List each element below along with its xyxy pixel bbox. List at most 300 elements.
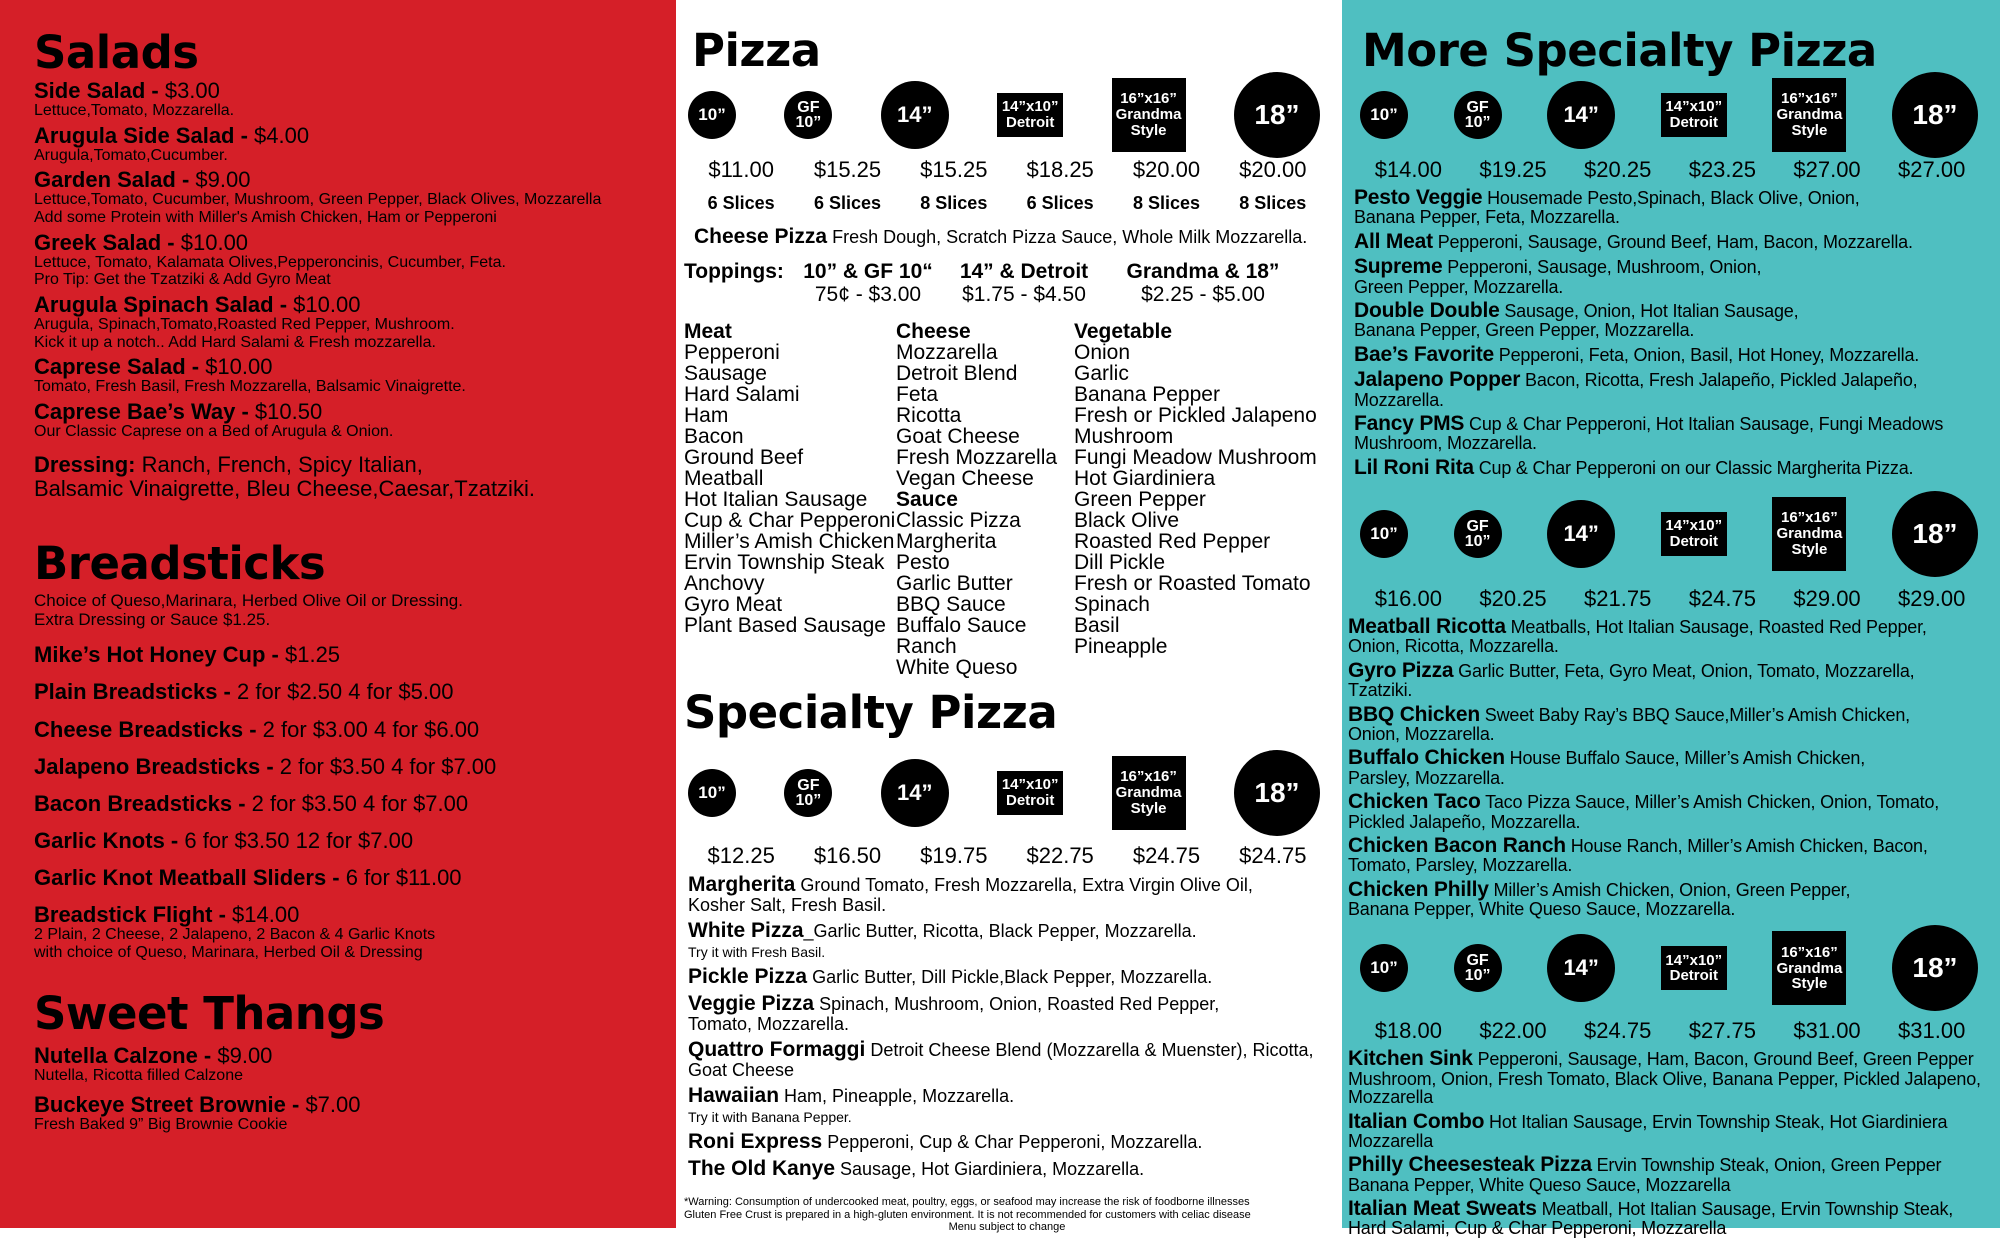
cheese-item: Fresh Mozzarella: [896, 446, 1058, 470]
more-specialty-desc2: Green Pepper, Mozzarella.: [1354, 276, 1564, 297]
specialty-item: [688, 874, 1330, 915]
size-18-icon-text: 18”: [1912, 952, 1958, 984]
more-specialty-name: All Meat: [1354, 229, 1433, 253]
size-gf-10-icon: [1454, 510, 1502, 558]
more-specialty-desc: House Buffalo Sauce, Miller’s Amish Chicken,: [1504, 748, 1866, 769]
meat-item: Bacon: [684, 425, 744, 449]
size-grandma-icon: [1772, 931, 1846, 1005]
salad-name: Side Salad -: [34, 78, 165, 103]
vegetable-item: Fresh or Pickled Jalapeno: [1074, 404, 1317, 428]
size-10-icon: [688, 91, 736, 139]
specialty-item: [688, 1131, 1330, 1153]
more-specialty-item: [1348, 1048, 1988, 1106]
meat-item: Hot Italian Sausage: [684, 488, 868, 512]
sauce-item: Pesto: [896, 551, 950, 575]
size-detroit-icon-label: [1002, 777, 1059, 809]
size-18-icon-text: 18”: [1254, 99, 1300, 130]
meat-item: Hard Salami: [684, 383, 800, 407]
specialty-item: [688, 993, 1330, 1034]
specialty-tip: Try it with Fresh Basil.: [688, 944, 826, 961]
more-specialty-title: More Specialty Pizza: [1362, 24, 1877, 77]
size-14-icon: [881, 759, 949, 827]
tier-1-price: 75¢ - $3.00: [814, 283, 922, 307]
salad-name-line: [34, 79, 656, 102]
size-gf-10-icon-text: GF: [797, 98, 820, 116]
meat-item: Pepperoni: [684, 341, 780, 365]
more-specialty-desc2: Tzatziki.: [1348, 680, 1413, 701]
price-cell: 6 Slices: [1026, 193, 1094, 213]
size-detroit-icon-text: Detroit: [1669, 533, 1718, 551]
price-cell: $21.75: [1584, 586, 1652, 612]
size-gf-10-icon-label: [795, 100, 821, 130]
breadsticks-title: Breadsticks: [34, 536, 326, 590]
size-grandma-icon: [1772, 497, 1846, 571]
more-specialty-name: Lil Roni Rita: [1354, 455, 1474, 479]
size-14-icon: [881, 81, 949, 149]
price-cell: $24.75: [1239, 843, 1307, 869]
size-10-icon-label: [1370, 105, 1397, 125]
price-cell: $18.00: [1374, 1018, 1442, 1044]
breadstick-name: Garlic Knots -: [34, 827, 185, 853]
meat-item: Ervin Township Steak: [684, 551, 885, 575]
price-cell: $11.00: [708, 157, 774, 182]
more-specialty-item: [1348, 1154, 1988, 1194]
more-specialty-desc: Pepperoni, Sausage, Ham, Bacon, Ground Beef, Green Pepper: [1472, 1049, 1974, 1070]
price-cell: $15.25: [813, 157, 882, 182]
more-specialty-desc: Meatballs, Hot Italian Sausage, Roasted Red Pepper,: [1505, 617, 1927, 638]
specialty-desc: Spinach, Mushroom, Onion, Roasted Red Pepper,: [814, 993, 1220, 1014]
more-specialty-item: [1354, 231, 1988, 252]
more-list-1: [1344, 187, 1988, 478]
specialty-desc: _Garlic Butter, Ricotta, Black Pepper, Mozzarella.: [803, 920, 1197, 941]
size-detroit-icon-label: [1665, 99, 1722, 131]
size-grandma-icon-text: Style: [1791, 975, 1828, 993]
toppings-prices: [684, 260, 1330, 305]
sauce-item: Classic Pizza: [896, 509, 1021, 533]
size-14-icon: [1547, 81, 1615, 149]
salad-desc: Lettuce,Tomato, Mozzarella.: [34, 102, 235, 120]
more-specialty-name: Philly Cheesesteak Pizza: [1348, 1153, 1592, 1177]
size-gf-10-icon-text: GF: [1466, 517, 1489, 535]
salad-desc: Tomato, Fresh Basil, Fresh Mozzarella, Balsamic Vinaigrette.: [34, 378, 466, 396]
more-specialty-desc2: Mozzarella.: [1354, 389, 1444, 410]
size-gf-10-icon-label: [1465, 953, 1491, 983]
specialty-item: [688, 966, 1330, 988]
size-10-icon-text: 10”: [1370, 524, 1398, 544]
more-specialty-item: [1354, 344, 1988, 365]
more-specialty-desc: Cup & Char Pepperoni, Hot Italian Sausage, Fungi Meadows: [1464, 413, 1944, 434]
size-gf-10-icon-text: 10”: [1464, 114, 1491, 131]
vegetable-item: Garlic: [1074, 362, 1129, 386]
size-14-icon-text: 14”: [897, 102, 933, 127]
warning-1: *Warning: Consumption of undercooked meat, poultry, eggs, or seafood may increase the risk of foodborne illnesses: [684, 1195, 1250, 1208]
size-detroit-icon-label: [1665, 518, 1722, 550]
salad-desc: Arugula,Tomato,Cucumber.: [34, 146, 228, 164]
breadstick-name-line: [34, 755, 656, 778]
size-grandma-icon-label: [1776, 945, 1842, 992]
size-gf-10-icon-text: 10”: [1464, 967, 1491, 985]
more-specialty-name: Chicken Bacon Ranch: [1348, 833, 1566, 857]
more-specialty-desc2: Banana Pepper, Feta, Mozzarella.: [1354, 207, 1620, 228]
more-specialty-desc: Sausage, Onion, Hot Italian Sausage,: [1499, 300, 1799, 321]
size-grandma-icon-text: Grandma: [1776, 106, 1843, 124]
more-specialty-item: [1348, 704, 1988, 744]
warning-3: Menu subject to change: [948, 1221, 1066, 1234]
more-specialty-desc2: Onion, Ricotta, Mozzarella.: [1348, 636, 1559, 657]
more-prices-2: [1344, 586, 1988, 612]
breadstick-name: Jalapeno Breadsticks -: [34, 753, 280, 779]
size-14-icon-label: [1563, 955, 1598, 981]
tier-3-label: Grandma & 18”: [1126, 260, 1280, 284]
size-18-icon-label: [1912, 952, 1957, 984]
breadstick-list: [34, 643, 656, 961]
toppings-tier-1: [796, 260, 940, 305]
breadstick-desc2: with choice of Queso, Marinara, Herbed Oil & Dressing: [34, 943, 423, 961]
price-cell: $20.00: [1132, 157, 1201, 182]
sauce-item: Buffalo Sauce: [896, 614, 1027, 638]
more-specialty-desc2: Hard Salami, Cup & Char Pepperoni, Mozzarella: [1348, 1218, 1727, 1238]
breadstick-price: 2 for $3.50 4 for $7.00: [279, 753, 497, 779]
more-specialty-item: [1354, 300, 1988, 340]
salads-title: Salads: [34, 26, 199, 79]
size-18-icon-text: 18”: [1254, 777, 1300, 809]
size-18-icon-text: 18”: [1912, 99, 1958, 130]
size-10-icon: [1360, 944, 1408, 992]
specialty-name: Hawaiian: [688, 1083, 780, 1107]
size-grandma-icon-text: 16”x16”: [1781, 509, 1838, 527]
vegetable-item: Fungi Meadow Mushroom: [1074, 446, 1317, 470]
tier-3-price: $2.25 - $5.00: [1141, 283, 1265, 307]
size-14-icon-label: [1563, 102, 1598, 128]
breadstick-item: [34, 643, 656, 666]
salad-price: $10.50: [254, 398, 323, 424]
more-specialty-desc: Housemade Pesto,Spinach, Black Olive, Onion,: [1482, 188, 1860, 208]
warning-2: Gluten Free Crust is prepared in a high-gluten environment. It is not recommended for customers with celiac disease: [684, 1208, 1251, 1221]
meat-item: Miller’s Amish Chicken: [684, 530, 895, 554]
price-cell: $27.75: [1688, 1018, 1756, 1044]
cheese-toppings: [896, 321, 1074, 489]
more-specialty-desc: Miller’s Amish Chicken, Onion, Green Pepper,: [1488, 879, 1851, 900]
specialty-desc2: Kosher Salt, Fresh Basil.: [688, 895, 887, 916]
more-specialty-item: [1348, 835, 1988, 875]
salad-desc2: Add some Protein with Miller's Amish Chicken, Ham or Pepperoni: [34, 209, 497, 227]
size-grandma-icon-text: 16”x16”: [1120, 90, 1177, 108]
vegetable-item: Green Pepper: [1074, 488, 1206, 512]
size-grandma-icon-label: [1776, 510, 1842, 557]
size-gf-10-icon-label: [1465, 100, 1491, 130]
salad-name: Caprese Salad -: [34, 354, 206, 380]
price-cell: $20.25: [1584, 157, 1652, 182]
size-grandma-icon-text: 16”x16”: [1120, 768, 1177, 786]
price-cell: $24.75: [1688, 586, 1756, 612]
size-gf-10-icon-text: 10”: [1464, 533, 1491, 551]
specialty-desc: Ham, Pineapple, Mozzarella.: [779, 1085, 1015, 1106]
size-14-icon: [1547, 934, 1615, 1002]
price-cell: $27.00: [1793, 157, 1861, 182]
toppings-tier-2: [940, 260, 1108, 305]
size-14-icon-label: [897, 780, 932, 806]
more-specialty-name: Italian Combo: [1348, 1109, 1485, 1133]
vegetable-item: Basil: [1074, 614, 1120, 638]
size-18-icon-label: [1254, 99, 1299, 131]
size-detroit-icon-text: 14”x10”: [1001, 776, 1059, 794]
price-cell: 6 Slices: [707, 193, 775, 213]
more-specialty-desc: Pepperoni, Feta, Onion, Basil, Hot Honey, Mozzarella.: [1494, 344, 1920, 365]
toppings-lists: [684, 321, 1330, 678]
more-specialty-item: [1354, 369, 1988, 409]
size-detroit-icon: [997, 771, 1063, 815]
size-grandma-icon-label: [1116, 91, 1182, 138]
size-14-icon-text: 14”: [1563, 955, 1599, 981]
cheese-item: Ricotta: [896, 404, 962, 428]
size-18-icon: [1892, 491, 1978, 577]
salad-desc: Lettuce,Tomato, Cucumber, Mushroom, Green Pepper, Black Olives, Mozzarella: [34, 191, 602, 209]
meat-item: Anchovy: [684, 572, 765, 596]
price-cell: $22.75: [1026, 843, 1094, 869]
salad-item: [34, 231, 656, 289]
size-10-icon: [1360, 510, 1408, 558]
size-10-icon-text: 10”: [698, 783, 726, 803]
sweet-desc: Fresh Baked 9” Big Brownie Cookie: [34, 1116, 288, 1134]
salad-list: [34, 79, 656, 441]
salad-price: $3.00: [164, 78, 220, 103]
more-specialty-desc: Cup & Char Pepperoni on our Classic Margherita Pizza.: [1473, 457, 1914, 478]
size-14-icon: [1547, 500, 1615, 568]
size-gf-10-icon-label: [1465, 519, 1491, 549]
specialty-desc: Garlic Butter, Dill Pickle,Black Pepper, Mozzarella.: [807, 966, 1213, 987]
more-specialty-name: Chicken Taco: [1348, 790, 1481, 814]
salad-item: [34, 168, 656, 226]
specialty-name: Roni Express: [688, 1129, 823, 1153]
more-specialty-desc2: Pickled Jalapeño, Mozzarella.: [1348, 811, 1581, 832]
specialty-name: The Old Kanye: [688, 1156, 836, 1180]
more-specialty-desc2: Onion, Mozzarella.: [1348, 723, 1495, 744]
vegetable-item: Fresh or Roasted Tomato: [1074, 572, 1311, 596]
size-10-icon-label: [698, 783, 725, 803]
breadstick-name-line: [34, 903, 656, 926]
salad-item: [34, 124, 656, 165]
size-10-icon-text: 10”: [1370, 958, 1398, 978]
size-gf-10-icon-text: 10”: [795, 792, 822, 810]
size-10-icon-label: [1370, 958, 1397, 978]
sauce-toppings: [896, 489, 1074, 678]
salad-desc: Our Classic Caprese on a Bed of Arugula & Onion.: [34, 423, 394, 440]
size-grandma-icon-text: Grandma: [1776, 959, 1843, 977]
breadstick-item: [34, 755, 656, 778]
salad-price: $9.00: [195, 167, 251, 193]
meat-item: Ham: [684, 404, 729, 428]
specialty-size-row: [684, 743, 1330, 843]
sauce-heading: Sauce: [896, 488, 958, 512]
more-specialty-item: [1354, 413, 1988, 453]
sweet-item: [34, 1044, 656, 1085]
specialty-name: Margherita: [688, 873, 796, 897]
size-detroit-icon-label: [1665, 953, 1722, 985]
salad-item: [34, 400, 656, 441]
warning: [684, 1196, 1330, 1234]
breadstick-name: Mike’s Hot Honey Cup -: [34, 642, 285, 668]
salad-name: Garden Salad -: [34, 167, 196, 193]
size-detroit-icon-text: Detroit: [1006, 792, 1055, 810]
sweet-name-line: [34, 1093, 656, 1116]
price-cell: 8 Slices: [1239, 193, 1307, 213]
more-specialty-item: [1348, 879, 1988, 919]
more-specialty-name: Double Double: [1354, 298, 1500, 322]
meat-item: Cup & Char Pepperoni: [684, 509, 896, 533]
price-cell: $24.75: [1584, 1018, 1652, 1044]
price-cell: $18.25: [1026, 157, 1094, 182]
more-specialty-item: [1348, 791, 1988, 831]
vegetable-item: Roasted Red Pepper: [1074, 530, 1271, 554]
size-grandma-icon-text: Grandma: [1115, 784, 1182, 802]
sweet-price: $9.00: [217, 1043, 273, 1069]
size-detroit-icon-text: 14”x10”: [1665, 98, 1723, 116]
cheese-pizza: [684, 226, 1330, 248]
more-specialty-desc: Ervin Township Steak, Onion, Green Pepper: [1591, 1155, 1942, 1176]
tier-2-price: $1.75 - $4.50: [962, 283, 1086, 307]
sweets-list: [34, 1044, 656, 1133]
size-grandma-icon-text: Grandma: [1776, 525, 1843, 543]
breadstick-price: $14.00: [232, 902, 300, 927]
left-panel: [0, 0, 676, 1228]
pizza-slices: [684, 193, 1330, 214]
salad-price: $10.00: [205, 354, 273, 380]
salad-name-line: [34, 400, 656, 423]
size-10-icon: [1360, 91, 1408, 139]
size-10-icon-label: [1370, 524, 1397, 544]
size-grandma-icon-label: [1116, 769, 1182, 816]
size-18-icon-label: [1912, 518, 1957, 550]
specialty-list: [684, 874, 1330, 1180]
more-specialty-item: [1354, 457, 1988, 478]
more-size-row-1: [1344, 73, 1988, 157]
breadstick-item: [34, 903, 656, 961]
salad-item: [34, 79, 656, 120]
more-specialty-desc: Taco Pizza Sauce, Miller’s Amish Chicken, Onion, Tomato,: [1480, 792, 1940, 813]
breadstick-item: [34, 792, 656, 815]
more-specialty-name: Gyro Pizza: [1348, 658, 1454, 682]
more-size-row-3: [1344, 918, 1988, 1018]
salad-desc2: Pro Tip: Get the Tzatziki & Add Gyro Meat: [34, 271, 331, 289]
more-specialty-desc2: Banana Pepper, Green Pepper, Mozzarella.: [1354, 320, 1695, 341]
vegetable-item: Hot Giardiniera: [1074, 467, 1216, 491]
more-specialty-name: Buffalo Chicken: [1348, 746, 1505, 770]
price-cell: $19.75: [920, 843, 988, 869]
sweet-name: Nutella Calzone -: [34, 1043, 218, 1069]
more-specialty-name: Pesto Veggie: [1354, 186, 1483, 209]
sweet-name: Buckeye Street Brownie -: [34, 1091, 306, 1117]
breadstick-price: 6 for $11.00: [345, 864, 462, 890]
salad-price: $4.00: [254, 122, 310, 148]
middle-panel: [676, 0, 1342, 1234]
toppings-label: Toppings:: [684, 260, 784, 284]
more-specialty-desc: Pepperoni, Sausage, Ground Beef, Ham, Bacon, Mozzarella.: [1432, 231, 1913, 252]
breadstick-name-line: [34, 829, 656, 852]
vegetable-heading: Vegetable: [1074, 320, 1173, 344]
size-10-icon-text: 10”: [698, 105, 726, 124]
size-grandma-icon-text: Style: [1130, 121, 1167, 139]
sauce-item: Garlic Butter: [896, 572, 1013, 596]
breadstick-price: 2 for $3.50 4 for $7.00: [251, 790, 469, 816]
vegetable-item: Dill Pickle: [1074, 551, 1166, 575]
more-specialty-desc3: Mozzarella: [1348, 1087, 1434, 1108]
size-grandma-icon-text: Grandma: [1115, 106, 1182, 124]
price-cell: $31.00: [1898, 1018, 1966, 1044]
size-grandma-icon: [1112, 756, 1186, 830]
more-specialty-desc2: Mushroom, Onion, Fresh Tomato, Black Olive, Banana Pepper, Pickled Jalapeno,: [1348, 1068, 1981, 1089]
more-specialty-item: [1348, 1198, 1988, 1238]
size-18-icon-label: [1912, 99, 1957, 131]
more-list-2: [1344, 616, 1988, 918]
pizza-size-row: [684, 73, 1330, 157]
meat-item: Gyro Meat: [684, 593, 783, 617]
price-cell: $16.00: [1374, 586, 1442, 612]
size-detroit-icon-text: 14”x10”: [1665, 951, 1723, 969]
sweet-item: [34, 1093, 656, 1134]
price-cell: $29.00: [1898, 586, 1966, 612]
size-gf-10-icon: [784, 769, 832, 817]
more-specialty-name: Chicken Philly: [1348, 877, 1489, 901]
cheese-item: Feta: [896, 383, 939, 407]
cheese-item: Vegan Cheese: [896, 467, 1034, 491]
vegetable-item: Spinach: [1074, 593, 1150, 617]
size-18-icon-label: [1254, 777, 1299, 809]
price-cell: $29.00: [1793, 586, 1861, 612]
size-grandma-icon-text: Style: [1791, 540, 1828, 558]
more-specialty-desc2: Parsley, Mozzarella.: [1348, 767, 1505, 788]
sauce-item: BBQ Sauce: [896, 593, 1006, 617]
size-detroit-icon: [1661, 946, 1727, 990]
salad-name-line: [34, 231, 656, 254]
more-specialty-desc2: Banana Pepper, White Queso Sauce, Mozzarella.: [1348, 899, 1736, 920]
breadstick-name-line: [34, 680, 656, 703]
salad-name: Arugula Spinach Salad -: [34, 291, 294, 317]
specialty-name: Veggie Pizza: [688, 991, 815, 1015]
breadstick-name: Bacon Breadsticks -: [34, 790, 252, 816]
meat-item: Sausage: [684, 362, 767, 386]
sweets-title: Sweet Thangs: [34, 987, 385, 1041]
more-specialty-desc2: Mushroom, Mozzarella.: [1354, 433, 1537, 454]
size-detroit-icon-text: Detroit: [1669, 967, 1718, 985]
breadstick-desc: 2 Plain, 2 Cheese, 2 Jalapeno, 2 Bacon & 4 Garlic Knots: [34, 926, 436, 944]
more-prices-3: [1344, 1018, 1988, 1044]
cheese-sauce-toppings: [896, 321, 1074, 678]
breadstick-name-line: [34, 792, 656, 815]
salad-desc: Arugula, Spinach,Tomato,Roasted Red Pepper, Mushroom.: [34, 316, 455, 334]
size-detroit-icon-text: 14”x10”: [1001, 98, 1059, 116]
sweet-name-line: [34, 1044, 656, 1067]
size-gf-10-icon: [1454, 944, 1502, 992]
sweet-desc: Nutella, Ricotta filled Calzone: [34, 1067, 243, 1085]
cheese-pizza-name: Cheese Pizza: [694, 225, 828, 248]
salad-name-line: [34, 124, 656, 147]
more-specialty-desc2: Mozzarella: [1348, 1130, 1434, 1151]
more-specialty-name: Kitchen Sink: [1348, 1047, 1473, 1071]
more-specialty-item: [1348, 747, 1988, 787]
salad-item: [34, 355, 656, 396]
more-specialty-desc: Pepperoni, Sausage, Mushroom, Onion,: [1442, 257, 1762, 278]
more-specialty-desc: Hot Italian Sausage, Ervin Township Steak, Hot Giardiniera: [1484, 1111, 1948, 1132]
size-gf-10-icon-text: GF: [1466, 952, 1489, 970]
tier-1-label: 10” & GF 10“: [803, 260, 933, 284]
dressing: [34, 453, 656, 501]
salad-price: $10.00: [293, 291, 361, 317]
breadstick-item: [34, 829, 656, 852]
breadstick-name: Garlic Knot Meatball Sliders -: [34, 864, 346, 890]
price-cell: $22.00: [1479, 1018, 1547, 1044]
tier-2-label: 14” & Detroit: [959, 260, 1089, 284]
size-14-icon-text: 14”: [897, 780, 933, 806]
